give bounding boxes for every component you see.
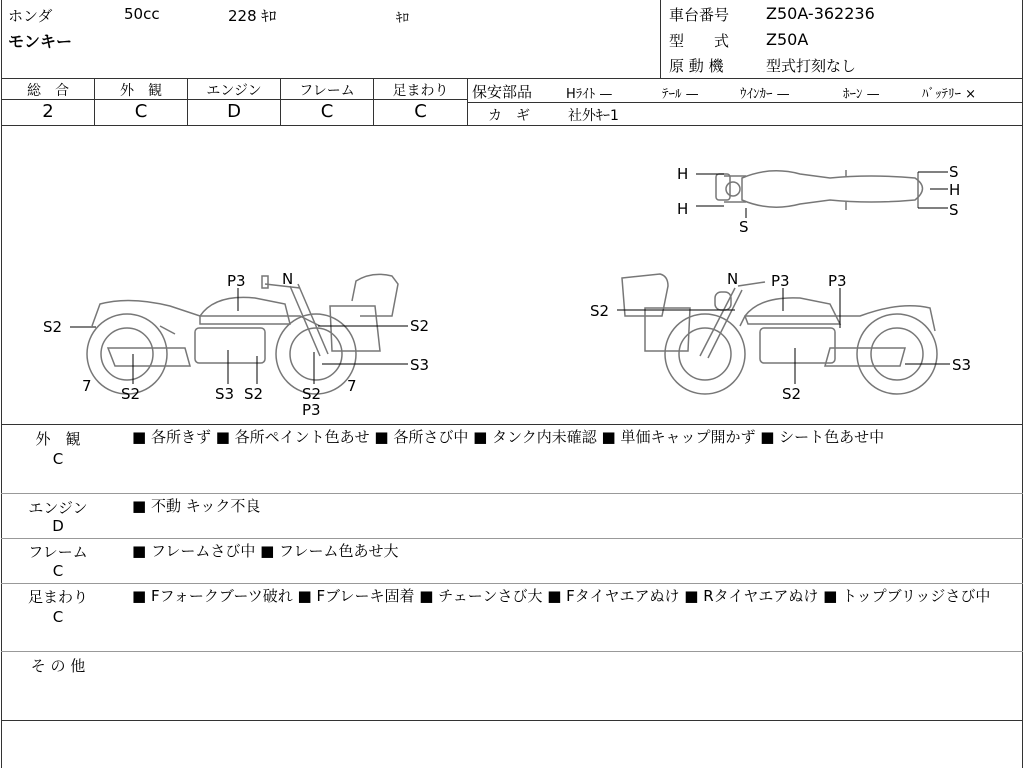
grade-engine-value: D (227, 101, 241, 122)
label-top-h3: H (949, 181, 961, 199)
mileage-unit: ｷﾛ (396, 11, 409, 26)
label-top-h2: H (677, 200, 689, 218)
label-left-7a: 7 (82, 377, 92, 395)
mileage: 228 ｷﾛ (228, 7, 277, 25)
safety-parts-label: 保安部品 (472, 83, 533, 101)
header-divider (660, 0, 661, 78)
safety-mid-line (467, 102, 1023, 103)
type-label: 型 式 (669, 32, 730, 50)
remark-engine-grade: D (52, 517, 64, 535)
label-left-s2c: S2 (121, 385, 141, 403)
frame-no: Z50A-362236 (766, 4, 875, 23)
model-name: モンキー (8, 32, 73, 51)
remark-other-label: そ の 他 (30, 657, 86, 675)
safety-item-winker: ｳｲﾝｶｰ — (740, 87, 790, 102)
label-right-p3a: P3 (771, 272, 790, 290)
engine-value: 型式打刻なし (766, 57, 857, 75)
remark-suspension-label: 足まわり (27, 588, 88, 606)
remark-frame-label: フレーム (28, 543, 88, 561)
label-right-n: N (727, 270, 739, 288)
label-right-p3b: P3 (828, 272, 847, 290)
safety-item-battery: ﾊﾞｯﾃﾘｰ × (922, 87, 977, 102)
grade-exterior-value: C (134, 101, 148, 122)
maker: ホンダ (8, 7, 53, 25)
remark-divider-1 (1, 493, 1023, 494)
label-left-s2b: S2 (410, 317, 430, 335)
grade-frame-label: フレーム (299, 83, 355, 99)
grade-engine-label: エンジン (206, 83, 262, 99)
label-top-s2: S (949, 163, 959, 181)
remark-divider-2 (1, 538, 1023, 539)
label-right-s2a: S2 (590, 302, 610, 320)
displacement: 50cc (124, 5, 160, 23)
grade-exterior-label: 外 観 (120, 83, 162, 99)
label-left-n: N (282, 270, 294, 288)
grade-frame-value: C (320, 101, 334, 122)
grade-suspension-label: 足まわり (392, 83, 449, 99)
remark-exterior-grade: C (52, 450, 64, 468)
remark-exterior-label: 外 観 (35, 430, 81, 448)
type-value: Z50A (766, 30, 809, 49)
remark-exterior-text: ■ 各所きず ■ 各所ペイント色あせ ■ 各所さび中 ■ タンク内未確認 ■ 単価キャップ開かず ■ シート色あせ中 (132, 428, 885, 446)
label-left-s2e: S2 (302, 385, 322, 403)
key-label: カ ギ (488, 108, 530, 124)
label-left-p3b: P3 (302, 401, 321, 419)
remark-suspension-text: ■ Fフォークブーツ破れ ■ Fブレーキ固着 ■ チェーンさび大 ■ Fタイヤエアぬけ ■ Rタイヤエアぬけ ■ トップブリッジさび中 (132, 587, 991, 605)
key-value: 社外ｷｰ1 (568, 108, 619, 124)
bike-right-view-icon (622, 274, 937, 394)
remark-engine-label: エンジン (28, 499, 88, 517)
remark-frame-text: ■ フレームさび中 ■ フレーム色あせ大 (132, 542, 399, 560)
safety-item-tail: ﾃｰﾙ — (662, 87, 699, 102)
grade-suspension-value: C (414, 101, 427, 122)
remark-frame-grade: C (52, 562, 64, 580)
remark-divider-4 (1, 651, 1023, 652)
remark-suspension-grade: C (52, 608, 64, 626)
label-right-s2b: S2 (782, 385, 802, 403)
bike-top-view-icon (716, 170, 923, 210)
engine-label: 原 動 機 (669, 57, 724, 75)
label-top-h1: H (677, 165, 689, 183)
grade-overall-value: 2 (42, 101, 54, 122)
grade-overall-label: 総 合 (27, 83, 69, 99)
motorcycle-diagrams (0, 126, 1024, 424)
label-left-s2a: S2 (43, 318, 63, 336)
label-left-7b: 7 (347, 377, 357, 395)
label-left-s2d: S2 (244, 385, 264, 403)
safety-item-headlight: Hﾗｲﾄ — (566, 87, 613, 102)
remarks-bottom-line (1, 720, 1023, 721)
label-top-s1: S (739, 218, 749, 236)
label-left-s3b: S3 (215, 385, 235, 403)
label-top-s3: S (949, 201, 959, 219)
safety-item-horn: ﾎｰﾝ — (843, 87, 880, 102)
label-left-p3: P3 (227, 272, 246, 290)
remark-engine-text: ■ 不動 キック不良 (132, 497, 261, 515)
label-left-s3a: S3 (410, 356, 430, 374)
label-right-s3: S3 (952, 356, 972, 374)
grades-top-line (1, 78, 1023, 79)
frame-no-label: 車台番号 (669, 6, 730, 24)
remark-divider-3 (1, 583, 1023, 584)
remarks-top-line (1, 424, 1023, 425)
